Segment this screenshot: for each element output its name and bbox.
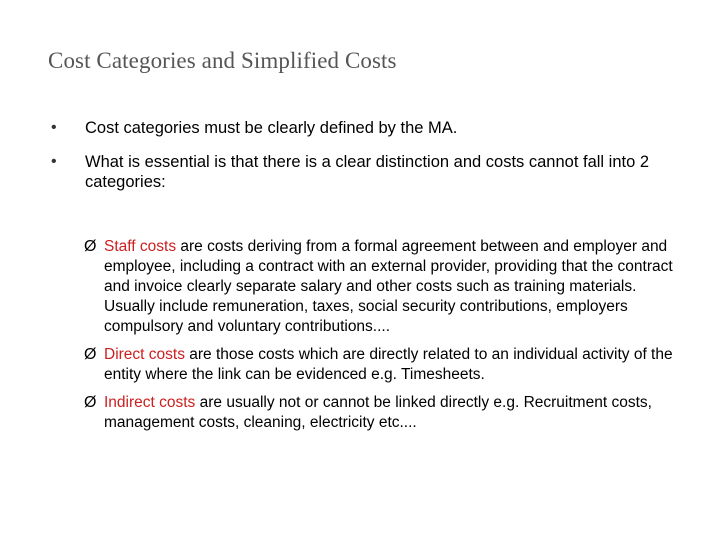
arrow-bullet-icon: Ø xyxy=(84,394,97,411)
bullet-text: What is essential is that there is a clear distinction and costs cannot fall into 2 categories: xyxy=(85,153,650,191)
bullet-list xyxy=(48,118,688,192)
bullet-item xyxy=(48,118,688,138)
term-indirect-costs: Indirect costs xyxy=(104,394,196,411)
term-direct-costs: Direct costs xyxy=(104,346,185,363)
slide-title: Cost Categories and Simplified Costs xyxy=(48,48,397,73)
bullet-dot-icon: • xyxy=(51,119,57,136)
bullet-text: Cost categories must be clearly defined by the MA. xyxy=(85,119,458,137)
term-staff-costs: Staff costs xyxy=(104,238,177,255)
bullet-dot-icon: • xyxy=(51,153,57,170)
arrow-bullet-icon: Ø xyxy=(84,238,97,255)
bullet-item xyxy=(48,152,688,192)
arrow-bullet-icon: Ø xyxy=(84,346,97,363)
sub-item-staff-costs xyxy=(84,237,674,337)
sub-item-text: are those costs which are directly related to an individual activity of the entity where the link can be evidenced e.g. Timesheets. xyxy=(104,346,673,383)
sub-item-text: are usually not or cannot be linked directly e.g. Recruitment costs, management costs, cleaning, electricity etc.... xyxy=(104,394,652,431)
sub-item-indirect-costs xyxy=(84,393,674,433)
sub-item-text: are costs deriving from a formal agreement between and employer and employee, including a contract with an external provider, providing that the contract and invoice clearly separate salary and other costs such as training materials. Usually include remuneration, taxes, social security contributions, employers compulsory and voluntary contributions.... xyxy=(104,238,673,335)
sub-list xyxy=(84,237,674,433)
sub-item-direct-costs xyxy=(84,345,674,385)
